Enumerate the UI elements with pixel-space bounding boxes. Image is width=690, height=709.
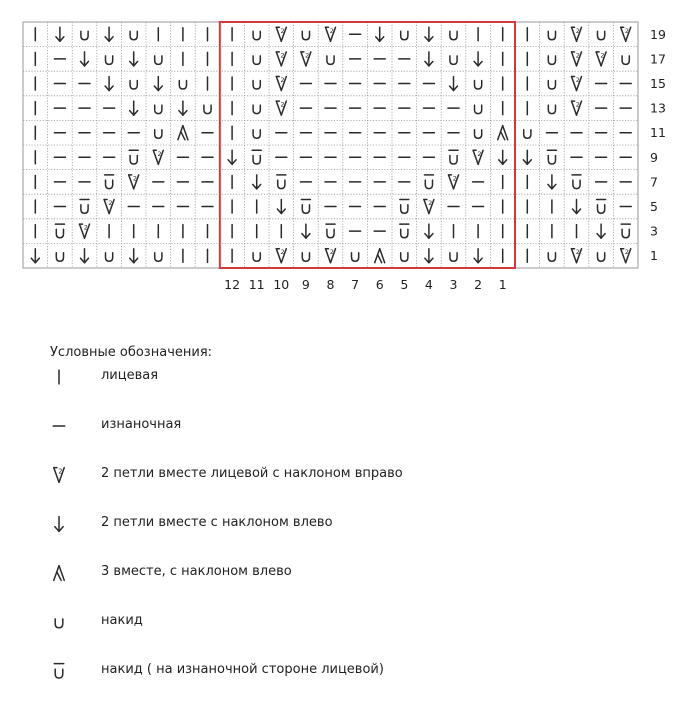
svg-text:2: 2: [132, 174, 138, 183]
svg-text:2: 2: [305, 51, 310, 60]
legend-item-k2tog-left: [48, 513, 668, 562]
column-number: 3: [449, 277, 458, 292]
svg-text:2: 2: [108, 199, 113, 207]
chart-grid: [23, 22, 638, 268]
knit-symbol-icon: [48, 366, 70, 388]
legend-title: Условные обозначения:: [50, 345, 213, 360]
row-number: 7: [650, 174, 658, 190]
k2tog-right-symbol-icon: [48, 464, 70, 486]
svg-text:2: 2: [452, 174, 457, 183]
legend: [48, 345, 668, 709]
column-numbers: [224, 277, 507, 292]
column-number: 11: [248, 277, 265, 292]
column-number: 4: [424, 277, 433, 292]
svg-text:2: 2: [575, 248, 580, 257]
svg-text:2: 2: [600, 51, 605, 60]
k3tog-left-glyph: [54, 566, 65, 581]
column-number: 12: [224, 277, 241, 292]
legend-item-yarn-over-knit: [48, 660, 668, 709]
svg-text:2: 2: [58, 467, 63, 476]
legend-label-knit: лицевая: [101, 368, 159, 383]
svg-text:2: 2: [280, 76, 285, 84]
svg-text:2: 2: [428, 199, 433, 207]
svg-text:2: 2: [280, 248, 285, 257]
yarn-over-knit-glyph: [54, 664, 63, 678]
svg-text:2: 2: [624, 26, 630, 35]
k3tog-left-symbol-icon: [48, 562, 70, 584]
row-number: 9: [650, 149, 658, 165]
column-number: 9: [301, 277, 310, 292]
svg-text:2: 2: [575, 100, 580, 109]
svg-text:2: 2: [575, 76, 580, 84]
svg-text:2: 2: [477, 149, 482, 158]
row-number: 13: [650, 100, 666, 116]
column-number: 8: [326, 277, 335, 292]
row-number: 15: [650, 76, 666, 91]
svg-text:2: 2: [575, 51, 580, 60]
row-number: 19: [650, 26, 666, 42]
svg-text:2: 2: [83, 223, 88, 232]
column-number: 7: [351, 277, 360, 292]
legend-label-yarn-over-knit: накид ( на изнаночной стороне лицевой): [101, 662, 384, 677]
legend-item-purl: [48, 415, 668, 464]
svg-text:2: 2: [624, 248, 630, 257]
svg-text:2: 2: [280, 51, 285, 60]
knitting-chart: [0, 0, 690, 330]
row-number: 5: [650, 199, 658, 214]
yarn-over-glyph: [55, 619, 63, 628]
legend-label-k3tog-left: 3 вместе, с наклоном влево: [101, 564, 292, 579]
yarn-over-symbol-icon: [48, 611, 70, 633]
k2tog-right-glyph: [54, 467, 65, 482]
svg-text:2: 2: [329, 26, 334, 35]
row-number: 1: [650, 248, 658, 264]
row-numbers: [650, 27, 666, 263]
legend-label-k2tog-right: 2 петли вместе лицевой с наклоном вправо: [101, 466, 403, 481]
column-number: 10: [273, 277, 290, 292]
legend-item-k2tog-right: [48, 464, 668, 513]
column-number: 1: [498, 277, 507, 292]
k2tog-left-symbol-icon: [48, 513, 70, 535]
svg-text:2: 2: [157, 149, 162, 158]
legend-item-yarn-over: [48, 611, 668, 660]
column-number: 2: [474, 277, 483, 292]
svg-text:2: 2: [280, 100, 285, 109]
svg-text:2: 2: [575, 26, 580, 35]
legend-item-k3tog-left: [48, 562, 668, 611]
row-number: 17: [650, 51, 666, 67]
column-number: 6: [375, 277, 384, 292]
row-number: 11: [650, 125, 666, 141]
legend-label-k2tog-left: 2 петли вместе с наклоном влево: [101, 515, 333, 530]
yarn-over-knit-symbol-icon: [48, 660, 70, 682]
k2tog-left-glyph: [55, 517, 63, 532]
row-number: 3: [650, 223, 658, 239]
svg-text:2: 2: [280, 26, 285, 35]
svg-text:2: 2: [329, 248, 334, 257]
legend-label-purl: изнаночная: [101, 417, 182, 432]
legend-item-knit: [48, 366, 668, 415]
legend-label-yarn-over: накид: [101, 613, 143, 628]
purl-symbol-icon: [48, 415, 70, 437]
column-number: 5: [400, 277, 409, 292]
